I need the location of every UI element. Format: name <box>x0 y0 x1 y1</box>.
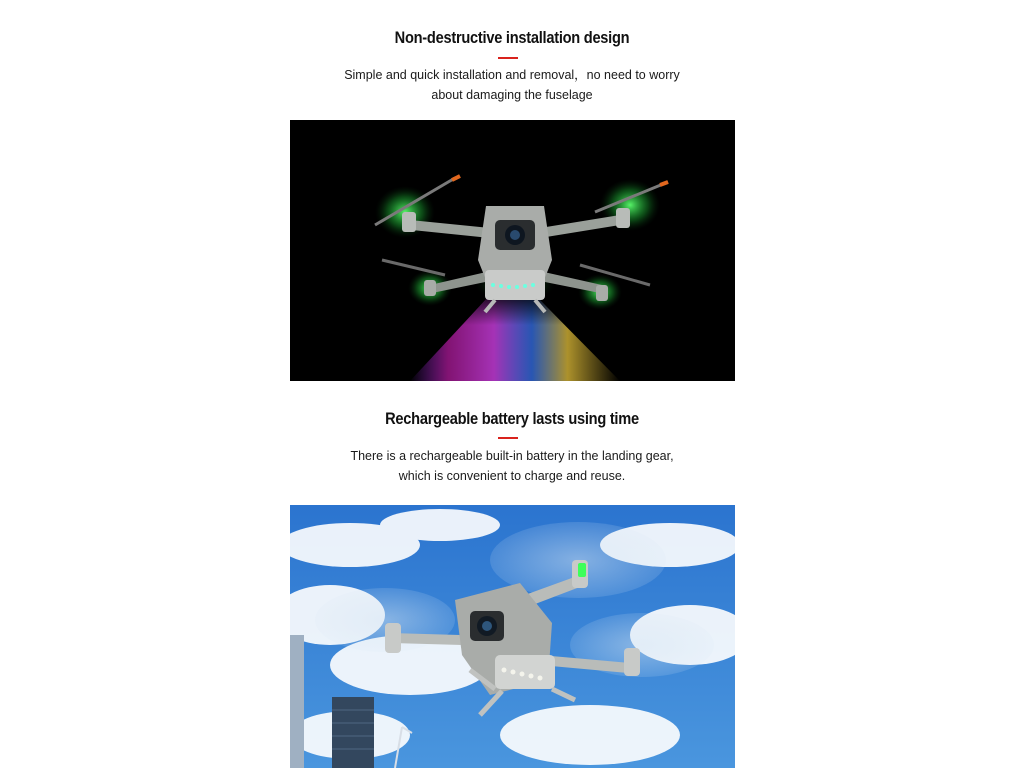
drone-night-illustration <box>290 120 735 381</box>
section-desc-installation <box>0 65 1024 105</box>
drone-night-led-photo <box>290 120 735 381</box>
desc-line: about damaging the fuselage <box>431 88 593 102</box>
drone-sky-illustration <box>290 505 735 768</box>
drone-sky-photo <box>290 505 735 768</box>
accent-divider <box>498 437 518 439</box>
section-title-battery: Rechargeable battery lasts using time <box>385 409 639 428</box>
desc-line: There is a rechargeable built-in battery in the landing gear, <box>350 449 674 463</box>
desc-line: which is convenient to charge and reuse. <box>398 469 626 483</box>
section-title-installation: Non-destructive installation design <box>394 28 630 47</box>
desc-line: Simple and quick installation and removal，no need to worry <box>344 68 680 82</box>
section-desc-battery <box>0 446 1024 486</box>
accent-divider <box>498 57 518 59</box>
